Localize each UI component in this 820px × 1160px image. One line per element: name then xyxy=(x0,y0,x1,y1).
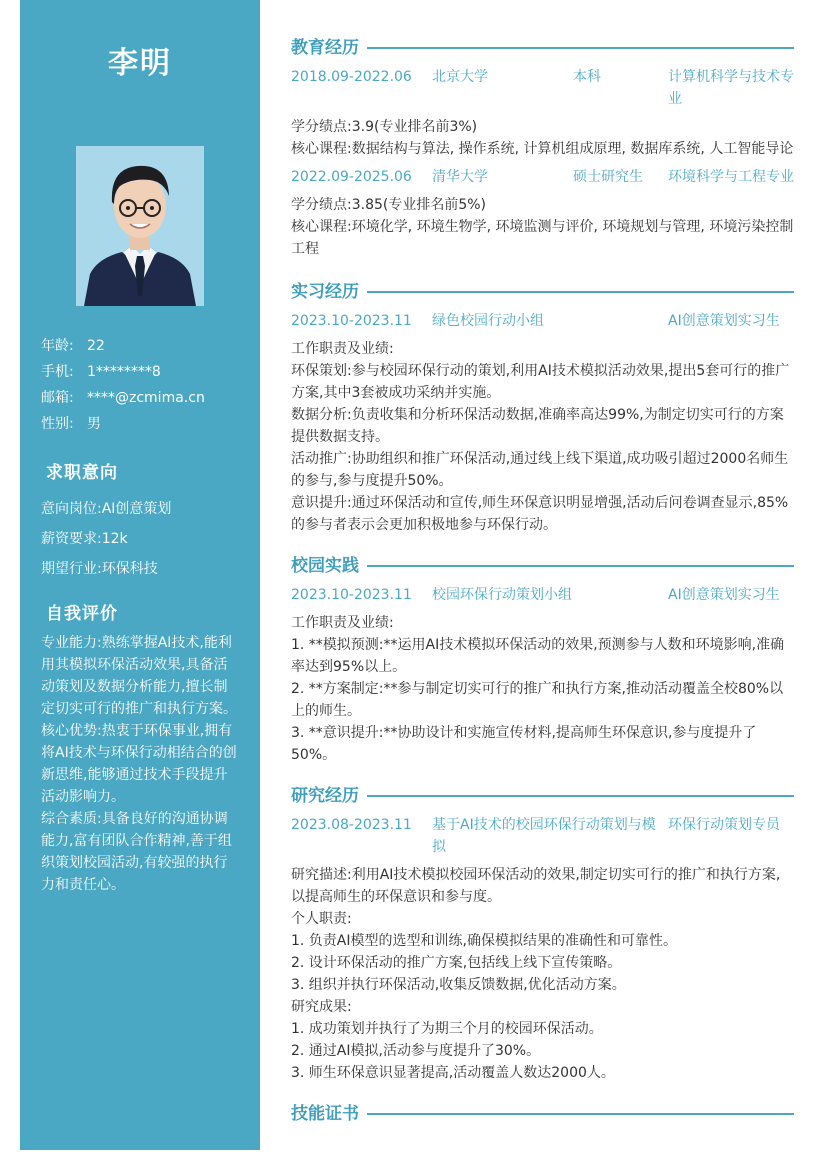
campus-section xyxy=(291,554,794,766)
info-age: 年龄: 22 xyxy=(41,338,105,354)
intent-position: 意向岗位:AI创意策划 xyxy=(41,501,172,517)
basic-info xyxy=(41,333,251,437)
text-line: 1. 成功策划并执行了为期三个月的校园环保活动。 xyxy=(291,1021,603,1037)
text-line: 1. **模拟预测:**运用AI技术模拟环保活动的效果,预测参与人数和环境影响,准确率达到95%以上。 xyxy=(291,637,785,675)
entry-school: 清华大学 xyxy=(432,169,488,185)
research-title: 研究经历 xyxy=(291,784,367,808)
profile-photo xyxy=(76,146,204,306)
self-evaluation xyxy=(41,632,241,896)
entry-date: 2023.10-2023.11 xyxy=(291,587,412,603)
entry-org: 校园环保行动策划小组 xyxy=(432,587,572,603)
text-line: 2. 设计环保活动的推广方案,包括线上线下宣传策略。 xyxy=(291,955,622,971)
intent-title: 求职意向 xyxy=(46,463,118,483)
section-header xyxy=(291,36,794,60)
entry-date: 2018.09-2022.06 xyxy=(291,69,412,85)
intent-salary: 薪资要求:12k xyxy=(41,531,128,547)
text-line: 环保策划:参与校园环保行动的策划,利用AI技术模拟活动效果,提出5套可行的推广方案,其中3套被成功采纳并实施。 xyxy=(291,363,790,401)
research-section xyxy=(291,784,794,1084)
eval-strength: 核心优势:热衷于环保事业,拥有将AI技术与环保行动相结合的创新思维,能够通过技术手段提升活动影响力。 xyxy=(41,723,237,805)
skills-title: 技能证书 xyxy=(291,1102,367,1126)
entry-date: 2022.09-2025.06 xyxy=(291,169,412,185)
education-title: 教育经历 xyxy=(291,36,367,60)
entry-role: AI创意策划实习生 xyxy=(668,587,780,603)
info-gender: 性别: 男 xyxy=(41,416,101,432)
section-header xyxy=(291,1102,794,1126)
text-line: 研究描述:利用AI技术模拟校园环保活动的效果,制定切实可行的推广和执行方案,以提高师生的环保意识和参与度。 xyxy=(291,867,781,905)
entry-gpa: 学分绩点:3.9(专业排名前3%) xyxy=(291,119,478,135)
text-line: 3. **意识提升:**协助设计和实施宣传材料,提高师生环保意识,参与度提升了50%。 xyxy=(291,725,757,763)
text-line: 个人职责: xyxy=(291,911,352,927)
text-line: 2. **方案制定:**参与制定切实可行的推广和执行方案,推动活动覆盖全校80%以上的师生。 xyxy=(291,681,784,719)
campus-entry xyxy=(291,584,794,606)
entry-org: 绿色校园行动小组 xyxy=(432,313,544,329)
job-intent xyxy=(41,494,251,584)
education-section xyxy=(291,36,794,260)
text-line: 意识提升:通过环保活动和宣传,师生环保意识明显增强,活动后问卷调查显示,85%的参与者表示会更加积极地参与环保行动。 xyxy=(291,495,789,533)
entry-date: 2023.10-2023.11 xyxy=(291,313,412,329)
intent-industry: 期望行业:环保科技 xyxy=(41,561,158,577)
text-line: 工作职责及业绩: xyxy=(291,615,394,631)
text-line: 2. 通过AI模拟,活动参与度提升了30%。 xyxy=(291,1043,541,1059)
candidate-name: 李明 xyxy=(108,46,172,81)
internship-title: 实习经历 xyxy=(291,280,367,304)
research-entry xyxy=(291,814,794,858)
text-line: 1. 负责AI模型的选型和训练,确保模拟结果的准确性和可靠性。 xyxy=(291,933,677,949)
section-header xyxy=(291,554,794,578)
campus-title: 校园实践 xyxy=(291,554,367,578)
info-phone: 手机: 1********8 xyxy=(41,364,161,380)
main-content xyxy=(291,36,794,1134)
entry-major: 环境科学与工程专业 xyxy=(668,169,794,185)
sidebar xyxy=(20,0,260,1150)
section-header xyxy=(291,280,794,304)
education-entry xyxy=(291,166,794,188)
text-line: 数据分析:负责收集和分析环保活动数据,准确率高达99%,为制定切实可行的方案提供数据支持。 xyxy=(291,407,784,445)
internship-section xyxy=(291,280,794,536)
section-header xyxy=(291,784,794,808)
info-email: 邮箱: ****@zcmima.cn xyxy=(41,390,205,406)
eval-quality: 综合素质:具备良好的沟通协调能力,富有团队合作精神,善于组织策划校园活动,有较强的执行力和责任心。 xyxy=(41,811,232,893)
self-eval-title: 自我评价 xyxy=(46,604,118,624)
entry-role: AI创意策划实习生 xyxy=(668,313,780,329)
entry-degree: 本科 xyxy=(573,69,601,85)
text-line: 3. 组织并执行环保活动,收集反馈数据,优化活动方案。 xyxy=(291,977,626,993)
entry-school: 北京大学 xyxy=(432,69,488,85)
entry-major: 计算机科学与技术专业 xyxy=(668,69,794,107)
text-line: 工作职责及业绩: xyxy=(291,341,394,357)
entry-courses: 核心课程:环境化学, 环境生物学, 环境监测与评价, 环境规划与管理, 环境污染控制工程 xyxy=(291,219,794,257)
entry-project: 基于AI技术的校园环保行动策划与模拟 xyxy=(432,817,656,855)
entry-courses: 核心课程:数据结构与算法, 操作系统, 计算机组成原理, 数据库系统, 人工智能导论 xyxy=(291,141,794,157)
text-line: 研究成果: xyxy=(291,999,352,1015)
skills-section xyxy=(291,1102,794,1126)
eval-professional: 专业能力:熟练掌握AI技术,能利用其模拟环保活动效果,具备活动策划及数据分析能力,擅长制定切实可行的推广和执行方案。 xyxy=(41,635,237,717)
entry-degree: 硕士研究生 xyxy=(573,169,643,185)
entry-gpa: 学分绩点:3.85(专业排名前5%) xyxy=(291,197,487,213)
portrait-illustration xyxy=(76,146,204,306)
education-entry xyxy=(291,66,794,110)
entry-date: 2023.08-2023.11 xyxy=(291,817,412,833)
text-line: 活动推广:协助组织和推广环保活动,通过线上线下渠道,成功吸引超过2000名师生的参与,参与度提升50%。 xyxy=(291,451,789,489)
entry-role: 环保行动策划专员 xyxy=(668,817,780,833)
text-line: 3. 师生环保意识显著提高,活动覆盖人数达2000人。 xyxy=(291,1065,615,1081)
internship-entry xyxy=(291,310,794,332)
